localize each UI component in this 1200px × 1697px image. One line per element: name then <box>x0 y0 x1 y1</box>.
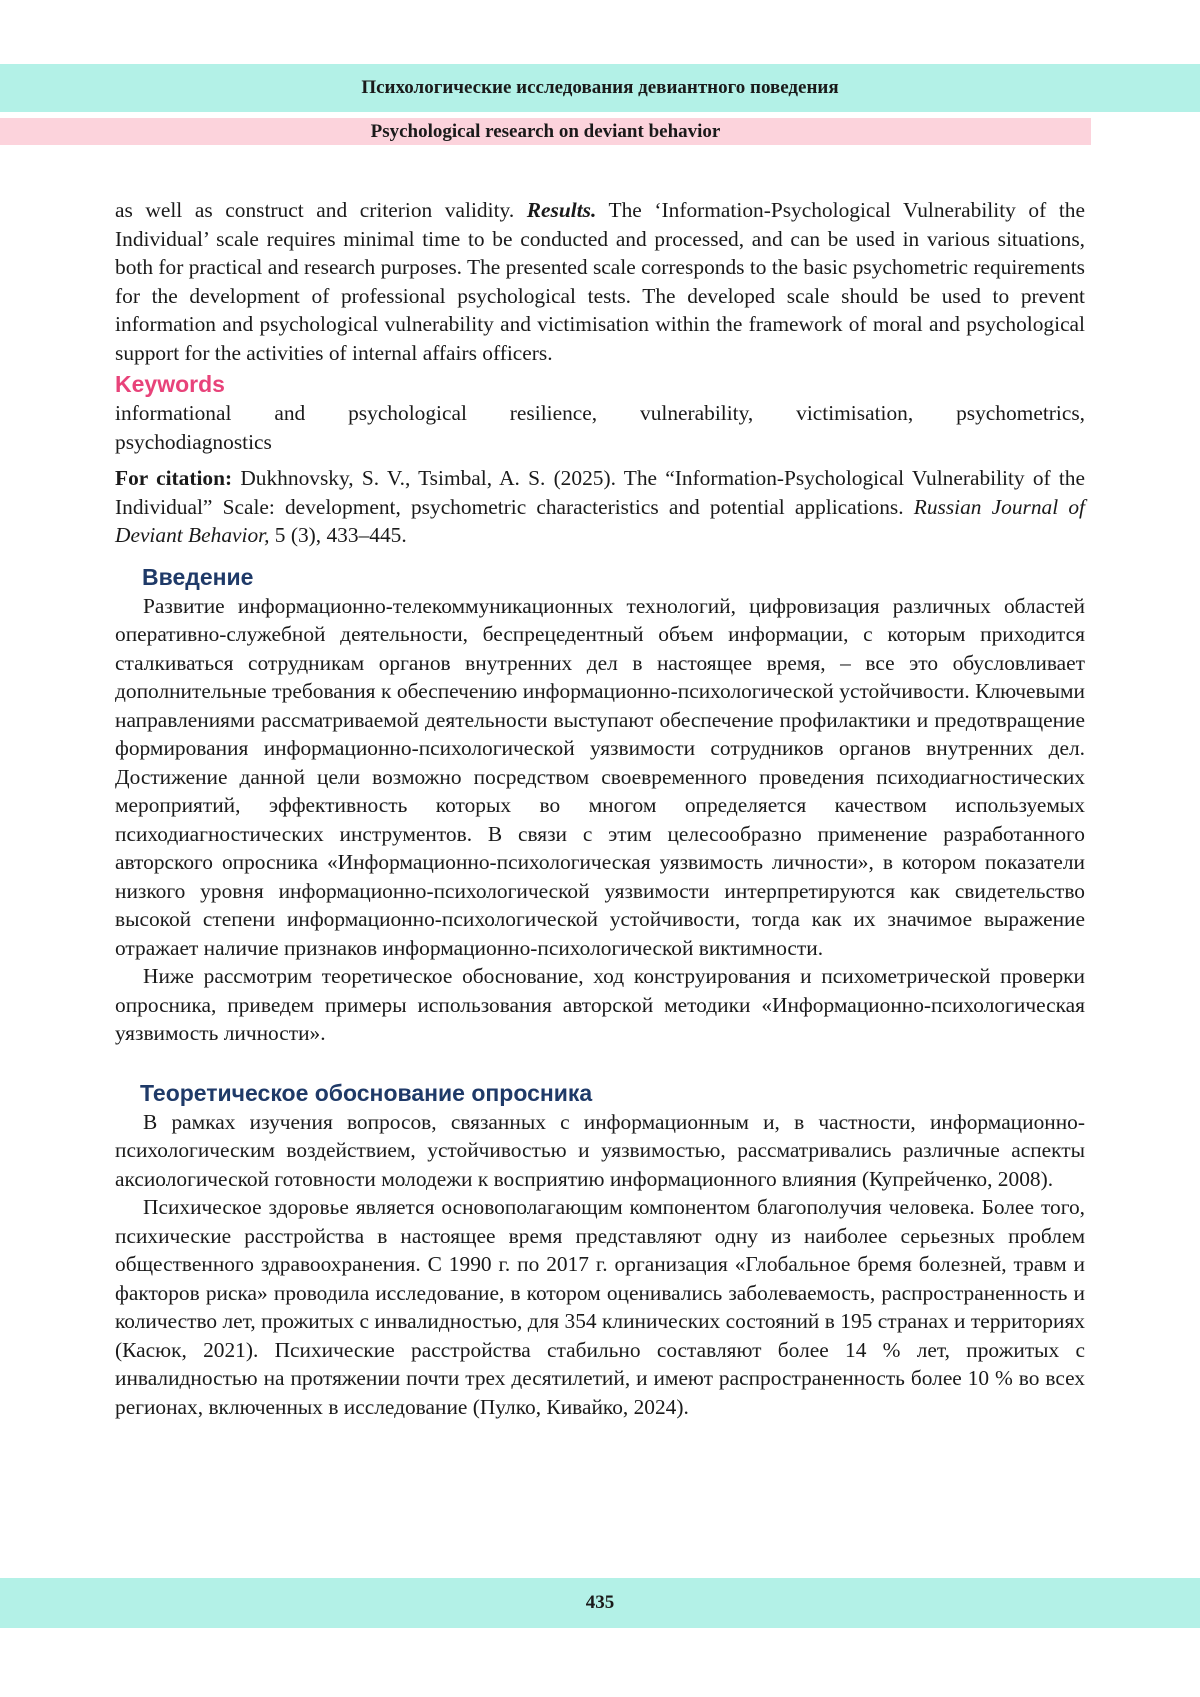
abstract-results-text: The ‘Information-Psychological Vulnerability of the Individual’ scale requires minimal time to be conducted and processed, and can be used in various situations, both for practical and research purposes. The presented scale corresponds to the basic psychometric requirements for the development of professional psychological tests. The developed scale should be used to prevent information and psychological vulnerability and victimisation within the framework of moral and psychological support for the activities of internal affairs officers. <box>115 198 1085 365</box>
keywords-line-2: psychodiagnostics <box>115 429 272 454</box>
citation-tail: 5 (3), 433–445. <box>269 523 407 547</box>
citation-label: For citation: <box>115 466 233 490</box>
running-header-russian <box>0 64 1200 112</box>
citation-journal: Russian Journal of Deviant Behavior, <box>115 494 1085 547</box>
section-heading-theory: Теоретическое обоснование опросника <box>140 1079 593 1106</box>
running-header-english <box>0 118 1091 145</box>
introduction-paragraph-1: Развитие информационно-телекоммуникационных технологий, цифровизация различных областей оперативно-служебной деятельности, беспрецедентный объем информации, с которым приходится сталкиваться сотрудникам органов внутренних дел в настоящее время, – все это обусловливает дополнительные требования к обеспечению информационно-психологической устойчивости. Ключевыми направлениями рассматриваемой деятельности выступают обеспечение профилактики и предотвращение формирования информационно-психологической уязвимости сотрудников органов внутренних дел. Достижение данной цели возможно посредством своевременного проведения психодиагностических мероприятий, эффективность которых во многом определяется качеством используемых психодиагностических инструментов. В связи с этим целесообразно применение разработанного авторского опросника «Информационно-психологическая уязвимость личности», в котором показатели низкого уровня информационно-психологической уязвимости интерпретируются как свидетельство высокой степени информационно-психологической устойчивости, тогда как их значимое выражение отражает наличие признаков информационно-психологической виктимности. <box>115 593 1085 960</box>
theory-paragraph-2: Психическое здоровье является основополагающим компонентом благополучия человека. Более того, психические расстройства в настоящее время представляют одну из наиболее серьезных проблем общественного здравоохранения. С 1990 г. по 2017 г. организация «Глобальное бремя болезней, травм и факторов риска» проводила исследование, в котором оценивались заболеваемость, распространенность и количество лет, прожитых с инвалидностью, для 354 клинических состояний в 195 странах и территориях (Касюк, 2021). Психические расстройства стабильно составляют более 14 % лет, прожитых с инвалидностью на протяжении почти трех десятилетий, и имеют распространенность более 10 % во всех регионах, включенных в исследование (Пулко, Кивайко, 2024). <box>115 1195 1085 1419</box>
citation <box>115 464 1085 550</box>
theory-paragraph-1: В рамках изучения вопросов, связанных с информационным и, в частности, информационно-психологическим воздействием, устойчивостью и уязвимостью, рассматривались различные аспекты аксиологической готовности молодежи к восприятию информационного влияния (Купрейченко, 2008). <box>115 1109 1085 1191</box>
footer-bar <box>0 1578 1200 1628</box>
keywords-heading: Keywords <box>115 371 225 397</box>
citation-text: Dukhnovsky, S. V., Tsimbal, A. S. (2025). The “Information-Psychological Vulnerability of the Individual” Scale: development, psychometric characteristics and potential applications. <box>115 466 1085 519</box>
results-label: Results. <box>526 198 597 222</box>
keywords-line-1: informational and psychological resilience, vulnerability, victimisation, psychometrics, <box>115 401 1085 425</box>
running-header-english-text: Psychological research on deviant behavior <box>370 120 721 142</box>
abstract-continuation <box>115 196 1085 367</box>
page-number: 435 <box>585 1592 615 1613</box>
page-content <box>115 196 1085 1421</box>
section-heading-introduction: Введение <box>142 563 254 590</box>
abstract-lead: as well as construct and criterion validity. <box>115 198 527 222</box>
introduction-paragraph-2: Ниже рассмотрим теоретическое обоснование, ход конструирования и психометрической проверки опросника, приведем примеры использования авторской методики «Информационно-психологическая уязвимость личности». <box>115 964 1085 1045</box>
running-header-russian-text: Психологические исследования девиантного поведения <box>361 77 839 98</box>
